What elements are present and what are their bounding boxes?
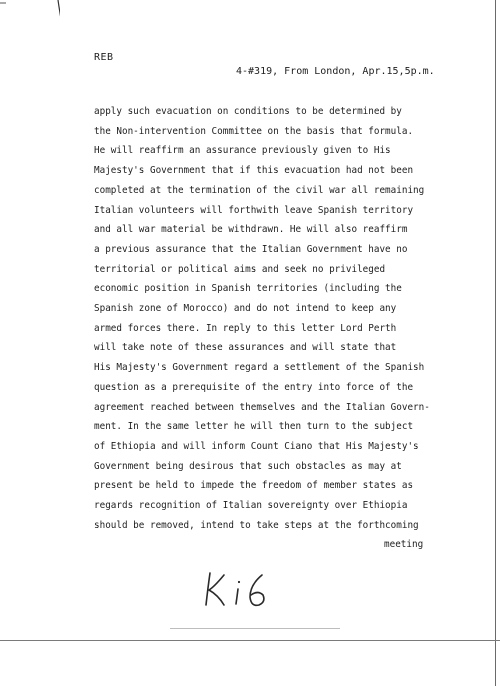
body-line: will take note of these assurances and will state that	[94, 342, 397, 354]
page-corner-mark	[0, 0, 60, 40]
header-reference: 4-#319, From London, Apr.15,5p.m.	[236, 66, 435, 77]
body-line: a previous assurance that the Italian Government have no	[94, 243, 408, 255]
body-line: the Non-intervention Committee on the basis that formula.	[94, 125, 414, 137]
body-line: regards recognition of Italian sovereignty over Ethiopia	[94, 500, 408, 512]
body-line: should be removed, intend to take steps at the forthcoming	[94, 519, 419, 531]
header-initials: REB	[94, 52, 114, 63]
catchword: meeting	[384, 539, 424, 551]
body-line: question as a prerequisite of the entry into force of the	[94, 381, 414, 393]
body-line: His Majesty's Government regard a settlement of the Spanish	[94, 362, 425, 374]
body-line: of Ethiopia and will inform Count Ciano that His Majesty's	[94, 440, 419, 452]
body-line: ment. In the same letter he will then turn to the subject	[94, 421, 414, 433]
body-line: and all war material be withdrawn. He will also reaffirm	[94, 224, 408, 236]
body-line: present be held to impede the freedom of member states as	[94, 480, 414, 492]
body-line: Majesty's Government that if this evacuation had not been	[94, 165, 414, 177]
body-line: Spanish zone of Morocco) and do not intend to keep any	[94, 303, 397, 315]
body-line: Italian volunteers will forthwith leave Spanish territory	[94, 204, 414, 216]
body-line: territorial or political aims and seek no privileged	[94, 263, 386, 275]
body-line: armed forces there. In reply to this letter Lord Perth	[94, 322, 397, 334]
divider	[170, 628, 340, 629]
page-fold-line	[0, 640, 500, 641]
body-line: completed at the termination of the civil war all remaining	[94, 184, 425, 196]
telegram-body	[94, 102, 454, 555]
body-line: Government being desirous that such obstacles as may at	[94, 460, 402, 472]
page-edge	[495, 0, 496, 686]
handwritten-note	[200, 567, 280, 611]
body-line: agreement reached between themselves and the Italian Govern-	[94, 401, 430, 413]
body-line: He will reaffirm an assurance previously given to His	[94, 145, 391, 157]
body-line: economic position in Spanish territories (including the	[94, 283, 402, 295]
body-line: apply such evacuation on conditions to be determined by	[94, 106, 402, 117]
